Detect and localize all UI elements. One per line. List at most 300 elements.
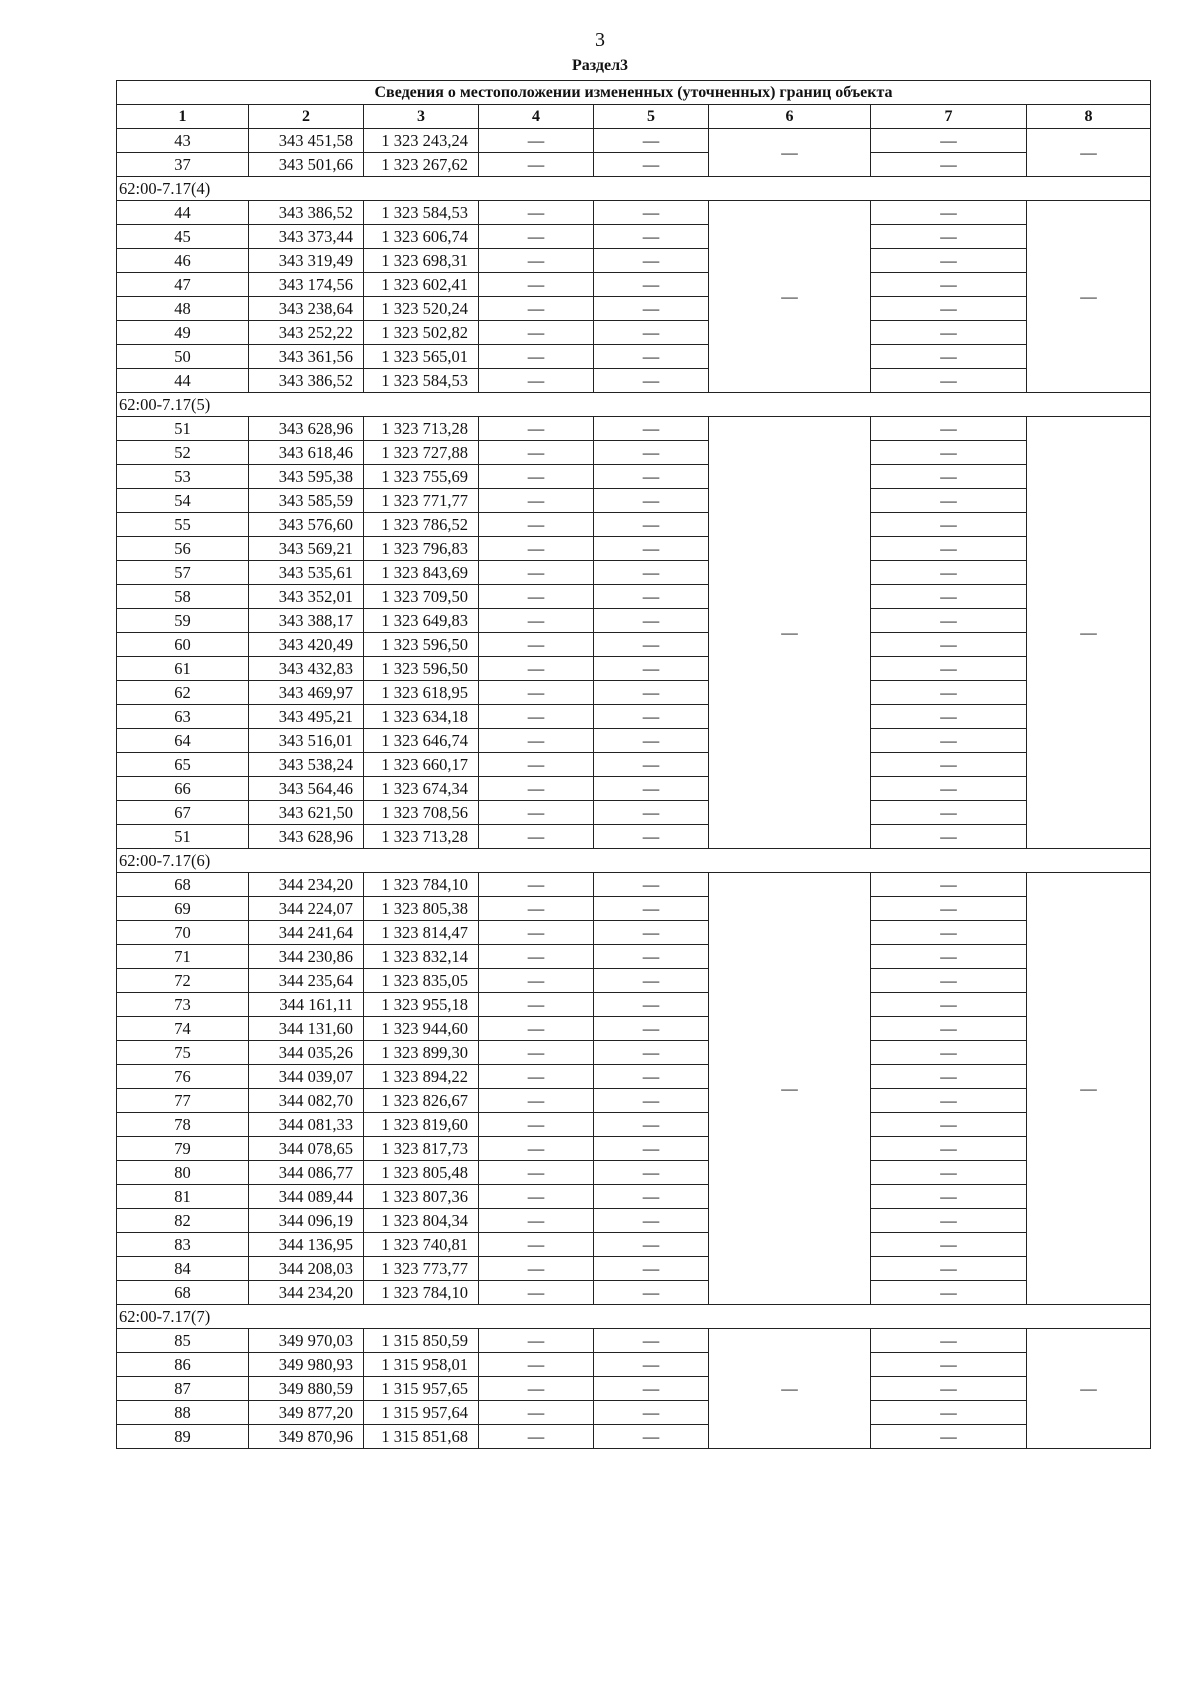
point-number: 65: [117, 753, 249, 777]
table-row: [117, 777, 1151, 801]
col7-dash: —: [871, 1281, 1027, 1305]
point-number: 50: [117, 345, 249, 369]
col7-dash: —: [871, 1209, 1027, 1233]
col4-dash: —: [479, 1161, 594, 1185]
col4-dash: —: [479, 729, 594, 753]
y-coordinate: 1 323 709,50: [364, 585, 479, 609]
point-number: 60: [117, 633, 249, 657]
col4-dash: —: [479, 1401, 594, 1425]
table-row: [117, 369, 1151, 393]
point-number: 53: [117, 465, 249, 489]
table-row: [117, 705, 1151, 729]
col5-dash: —: [594, 201, 709, 225]
col4-dash: —: [479, 1233, 594, 1257]
x-coordinate: 344 035,26: [249, 1041, 364, 1065]
y-coordinate: 1 315 851,68: [364, 1425, 479, 1449]
table-row: [117, 681, 1151, 705]
col4-dash: —: [479, 705, 594, 729]
col7-dash: —: [871, 249, 1027, 273]
point-number: 46: [117, 249, 249, 273]
column-header: 2: [249, 105, 364, 129]
x-coordinate: 343 618,46: [249, 441, 364, 465]
col4-dash: —: [479, 1185, 594, 1209]
x-coordinate: 349 870,96: [249, 1425, 364, 1449]
col7-dash: —: [871, 1137, 1027, 1161]
col7-dash: —: [871, 417, 1027, 441]
x-coordinate: 344 230,86: [249, 945, 364, 969]
table-row: [117, 825, 1151, 849]
x-coordinate: 343 432,83: [249, 657, 364, 681]
point-number: 79: [117, 1137, 249, 1161]
col7-dash: —: [871, 681, 1027, 705]
col7-dash: —: [871, 1089, 1027, 1113]
point-number: 57: [117, 561, 249, 585]
column-header: 6: [709, 105, 871, 129]
x-coordinate: 343 576,60: [249, 513, 364, 537]
table-row: [117, 753, 1151, 777]
x-coordinate: 349 970,03: [249, 1329, 364, 1353]
group-header-row: [117, 849, 1151, 873]
col4-dash: —: [479, 441, 594, 465]
table-row: [117, 897, 1151, 921]
col5-dash: —: [594, 1185, 709, 1209]
col6-dash: —: [709, 1329, 871, 1449]
y-coordinate: 1 323 944,60: [364, 1017, 479, 1041]
col5-dash: —: [594, 1377, 709, 1401]
y-coordinate: 1 323 602,41: [364, 273, 479, 297]
table-row: [117, 345, 1151, 369]
x-coordinate: 344 234,20: [249, 1281, 364, 1305]
col4-dash: —: [479, 921, 594, 945]
col5-dash: —: [594, 273, 709, 297]
table-row: [117, 1137, 1151, 1161]
col5-dash: —: [594, 657, 709, 681]
col7-dash: —: [871, 1233, 1027, 1257]
col4-dash: —: [479, 249, 594, 273]
col5-dash: —: [594, 489, 709, 513]
col7-dash: —: [871, 129, 1027, 153]
group-header-row: [117, 393, 1151, 417]
table-row: [117, 129, 1151, 153]
table-row: [117, 201, 1151, 225]
col7-dash: —: [871, 225, 1027, 249]
col7-dash: —: [871, 801, 1027, 825]
col5-dash: —: [594, 921, 709, 945]
y-coordinate: 1 323 674,34: [364, 777, 479, 801]
x-coordinate: 343 495,21: [249, 705, 364, 729]
point-number: 85: [117, 1329, 249, 1353]
col5-dash: —: [594, 705, 709, 729]
col5-dash: —: [594, 369, 709, 393]
col4-dash: —: [479, 369, 594, 393]
col4-dash: —: [479, 273, 594, 297]
col4-dash: —: [479, 561, 594, 585]
y-coordinate: 1 315 957,65: [364, 1377, 479, 1401]
col5-dash: —: [594, 297, 709, 321]
table-row: [117, 321, 1151, 345]
col4-dash: —: [479, 609, 594, 633]
col4-dash: —: [479, 753, 594, 777]
col5-dash: —: [594, 345, 709, 369]
col4-dash: —: [479, 1065, 594, 1089]
col7-dash: —: [871, 705, 1027, 729]
y-coordinate: 1 323 520,24: [364, 297, 479, 321]
col4-dash: —: [479, 1257, 594, 1281]
col5-dash: —: [594, 1401, 709, 1425]
col5-dash: —: [594, 417, 709, 441]
point-number: 58: [117, 585, 249, 609]
point-number: 55: [117, 513, 249, 537]
col5-dash: —: [594, 1113, 709, 1137]
table-row: [117, 297, 1151, 321]
x-coordinate: 344 136,95: [249, 1233, 364, 1257]
y-coordinate: 1 323 740,81: [364, 1233, 479, 1257]
x-coordinate: 343 420,49: [249, 633, 364, 657]
point-number: 71: [117, 945, 249, 969]
point-number: 64: [117, 729, 249, 753]
col4-dash: —: [479, 1137, 594, 1161]
point-number: 82: [117, 1209, 249, 1233]
point-number: 54: [117, 489, 249, 513]
x-coordinate: 343 628,96: [249, 417, 364, 441]
table-row: [117, 945, 1151, 969]
col7-dash: —: [871, 321, 1027, 345]
col5-dash: —: [594, 1281, 709, 1305]
table-row: [117, 657, 1151, 681]
col4-dash: —: [479, 969, 594, 993]
point-number: 89: [117, 1425, 249, 1449]
col4-dash: —: [479, 801, 594, 825]
col6-dash: —: [709, 129, 871, 177]
col7-dash: —: [871, 873, 1027, 897]
y-coordinate: 1 323 826,67: [364, 1089, 479, 1113]
col8-dash: —: [1027, 129, 1151, 177]
x-coordinate: 344 086,77: [249, 1161, 364, 1185]
column-header: 7: [871, 105, 1027, 129]
y-coordinate: 1 323 606,74: [364, 225, 479, 249]
col5-dash: —: [594, 1233, 709, 1257]
point-number: 61: [117, 657, 249, 681]
col4-dash: —: [479, 153, 594, 177]
col7-dash: —: [871, 1113, 1027, 1137]
y-coordinate: 1 323 899,30: [364, 1041, 479, 1065]
col5-dash: —: [594, 969, 709, 993]
col4-dash: —: [479, 417, 594, 441]
point-number: 43: [117, 129, 249, 153]
point-number: 78: [117, 1113, 249, 1137]
y-coordinate: 1 315 958,01: [364, 1353, 479, 1377]
col5-dash: —: [594, 993, 709, 1017]
y-coordinate: 1 323 243,24: [364, 129, 479, 153]
y-coordinate: 1 323 727,88: [364, 441, 479, 465]
col4-dash: —: [479, 873, 594, 897]
table-row: [117, 225, 1151, 249]
col5-dash: —: [594, 465, 709, 489]
group-header-row: [117, 177, 1151, 201]
y-coordinate: 1 323 708,56: [364, 801, 479, 825]
x-coordinate: 344 082,70: [249, 1089, 364, 1113]
col4-dash: —: [479, 1377, 594, 1401]
table-row: [117, 633, 1151, 657]
y-coordinate: 1 323 796,83: [364, 537, 479, 561]
col5-dash: —: [594, 1209, 709, 1233]
col4-dash: —: [479, 681, 594, 705]
table-row: [117, 969, 1151, 993]
col7-dash: —: [871, 921, 1027, 945]
col5-dash: —: [594, 561, 709, 585]
point-number: 56: [117, 537, 249, 561]
table-row: [117, 561, 1151, 585]
col5-dash: —: [594, 1329, 709, 1353]
col7-dash: —: [871, 1425, 1027, 1449]
point-number: 74: [117, 1017, 249, 1041]
table-row: [117, 1185, 1151, 1209]
col5-dash: —: [594, 729, 709, 753]
col7-dash: —: [871, 609, 1027, 633]
y-coordinate: 1 323 755,69: [364, 465, 479, 489]
x-coordinate: 343 252,22: [249, 321, 364, 345]
col7-dash: —: [871, 1185, 1027, 1209]
col7-dash: —: [871, 777, 1027, 801]
group-label: 62:00-7.17(7): [117, 1305, 1151, 1329]
x-coordinate: 344 234,20: [249, 873, 364, 897]
col5-dash: —: [594, 249, 709, 273]
column-number-row: [117, 105, 1151, 129]
point-number: 67: [117, 801, 249, 825]
x-coordinate: 343 174,56: [249, 273, 364, 297]
col7-dash: —: [871, 729, 1027, 753]
column-header: 3: [364, 105, 479, 129]
y-coordinate: 1 323 784,10: [364, 873, 479, 897]
y-coordinate: 1 323 502,82: [364, 321, 479, 345]
table-row: [117, 1401, 1151, 1425]
column-header: 1: [117, 105, 249, 129]
y-coordinate: 1 323 584,53: [364, 201, 479, 225]
col7-dash: —: [871, 1017, 1027, 1041]
x-coordinate: 349 880,59: [249, 1377, 364, 1401]
table-row: [117, 1377, 1151, 1401]
col5-dash: —: [594, 321, 709, 345]
boundary-coordinates-table: [116, 80, 1151, 1449]
col5-dash: —: [594, 1137, 709, 1161]
x-coordinate: 343 386,52: [249, 201, 364, 225]
y-coordinate: 1 315 850,59: [364, 1329, 479, 1353]
point-number: 66: [117, 777, 249, 801]
col5-dash: —: [594, 1041, 709, 1065]
x-coordinate: 343 585,59: [249, 489, 364, 513]
col7-dash: —: [871, 945, 1027, 969]
col4-dash: —: [479, 537, 594, 561]
col5-dash: —: [594, 129, 709, 153]
x-coordinate: 344 081,33: [249, 1113, 364, 1137]
point-number: 48: [117, 297, 249, 321]
y-coordinate: 1 323 267,62: [364, 153, 479, 177]
table-row: [117, 873, 1151, 897]
col5-dash: —: [594, 777, 709, 801]
table-row: [117, 513, 1151, 537]
col7-dash: —: [871, 513, 1027, 537]
col5-dash: —: [594, 633, 709, 657]
col4-dash: —: [479, 777, 594, 801]
column-header: 5: [594, 105, 709, 129]
col7-dash: —: [871, 561, 1027, 585]
x-coordinate: 344 131,60: [249, 1017, 364, 1041]
col4-dash: —: [479, 1425, 594, 1449]
col5-dash: —: [594, 945, 709, 969]
table-row: [117, 1065, 1151, 1089]
x-coordinate: 344 161,11: [249, 993, 364, 1017]
point-number: 62: [117, 681, 249, 705]
col5-dash: —: [594, 1425, 709, 1449]
col7-dash: —: [871, 1257, 1027, 1281]
col4-dash: —: [479, 489, 594, 513]
x-coordinate: 349 877,20: [249, 1401, 364, 1425]
point-number: 47: [117, 273, 249, 297]
table-row: [117, 1161, 1151, 1185]
col5-dash: —: [594, 801, 709, 825]
col7-dash: —: [871, 993, 1027, 1017]
point-number: 63: [117, 705, 249, 729]
col4-dash: —: [479, 945, 594, 969]
col5-dash: —: [594, 153, 709, 177]
point-number: 73: [117, 993, 249, 1017]
table-row: [117, 441, 1151, 465]
y-coordinate: 1 323 660,17: [364, 753, 479, 777]
col4-dash: —: [479, 1089, 594, 1113]
col5-dash: —: [594, 441, 709, 465]
y-coordinate: 1 323 805,48: [364, 1161, 479, 1185]
table-row: [117, 801, 1151, 825]
col7-dash: —: [871, 465, 1027, 489]
point-number: 70: [117, 921, 249, 945]
point-number: 44: [117, 201, 249, 225]
x-coordinate: 343 373,44: [249, 225, 364, 249]
x-coordinate: 343 361,56: [249, 345, 364, 369]
point-number: 77: [117, 1089, 249, 1113]
x-coordinate: 343 628,96: [249, 825, 364, 849]
col4-dash: —: [479, 897, 594, 921]
table-row: [117, 1209, 1151, 1233]
col4-dash: —: [479, 225, 594, 249]
y-coordinate: 1 323 596,50: [364, 657, 479, 681]
group-header-row: [117, 1305, 1151, 1329]
point-number: 83: [117, 1233, 249, 1257]
col7-dash: —: [871, 897, 1027, 921]
column-header: 8: [1027, 105, 1151, 129]
col7-dash: —: [871, 369, 1027, 393]
col7-dash: —: [871, 1065, 1027, 1089]
column-header: 4: [479, 105, 594, 129]
table-title-row: [117, 81, 1151, 105]
col4-dash: —: [479, 1353, 594, 1377]
col7-dash: —: [871, 345, 1027, 369]
point-number: 51: [117, 417, 249, 441]
x-coordinate: 343 564,46: [249, 777, 364, 801]
point-number: 75: [117, 1041, 249, 1065]
table-row: [117, 1425, 1151, 1449]
table-row: [117, 1233, 1151, 1257]
col5-dash: —: [594, 585, 709, 609]
group-label: 62:00-7.17(5): [117, 393, 1151, 417]
x-coordinate: 344 241,64: [249, 921, 364, 945]
x-coordinate: 343 352,01: [249, 585, 364, 609]
y-coordinate: 1 323 955,18: [364, 993, 479, 1017]
col5-dash: —: [594, 609, 709, 633]
x-coordinate: 344 208,03: [249, 1257, 364, 1281]
x-coordinate: 349 980,93: [249, 1353, 364, 1377]
group-label: 62:00-7.17(6): [117, 849, 1151, 873]
col5-dash: —: [594, 825, 709, 849]
table-row: [117, 249, 1151, 273]
y-coordinate: 1 323 634,18: [364, 705, 479, 729]
y-coordinate: 1 323 843,69: [364, 561, 479, 585]
x-coordinate: 343 451,58: [249, 129, 364, 153]
point-number: 76: [117, 1065, 249, 1089]
col4-dash: —: [479, 1329, 594, 1353]
x-coordinate: 343 535,61: [249, 561, 364, 585]
point-number: 88: [117, 1401, 249, 1425]
x-coordinate: 343 501,66: [249, 153, 364, 177]
x-coordinate: 343 595,38: [249, 465, 364, 489]
x-coordinate: 343 319,49: [249, 249, 364, 273]
col6-dash: —: [709, 417, 871, 849]
col7-dash: —: [871, 633, 1027, 657]
col7-dash: —: [871, 201, 1027, 225]
y-coordinate: 1 323 713,28: [364, 417, 479, 441]
col7-dash: —: [871, 1353, 1027, 1377]
y-coordinate: 1 323 646,74: [364, 729, 479, 753]
y-coordinate: 1 323 773,77: [364, 1257, 479, 1281]
y-coordinate: 1 323 784,10: [364, 1281, 479, 1305]
point-number: 81: [117, 1185, 249, 1209]
group-label: 62:00-7.17(4): [117, 177, 1151, 201]
point-number: 69: [117, 897, 249, 921]
col4-dash: —: [479, 345, 594, 369]
col8-dash: —: [1027, 1329, 1151, 1449]
col8-dash: —: [1027, 873, 1151, 1305]
point-number: 45: [117, 225, 249, 249]
col4-dash: —: [479, 201, 594, 225]
col4-dash: —: [479, 825, 594, 849]
col5-dash: —: [594, 681, 709, 705]
col4-dash: —: [479, 297, 594, 321]
col4-dash: —: [479, 1209, 594, 1233]
point-number: 37: [117, 153, 249, 177]
point-number: 59: [117, 609, 249, 633]
col5-dash: —: [594, 225, 709, 249]
col6-dash: —: [709, 201, 871, 393]
y-coordinate: 1 323 698,31: [364, 249, 479, 273]
col8-dash: —: [1027, 417, 1151, 849]
col7-dash: —: [871, 753, 1027, 777]
table-row: [117, 1113, 1151, 1137]
x-coordinate: 344 096,19: [249, 1209, 364, 1233]
col5-dash: —: [594, 1089, 709, 1113]
y-coordinate: 1 323 894,22: [364, 1065, 479, 1089]
y-coordinate: 1 323 814,47: [364, 921, 479, 945]
point-number: 72: [117, 969, 249, 993]
col5-dash: —: [594, 873, 709, 897]
point-number: 86: [117, 1353, 249, 1377]
x-coordinate: 343 238,64: [249, 297, 364, 321]
col7-dash: —: [871, 825, 1027, 849]
col4-dash: —: [479, 993, 594, 1017]
x-coordinate: 343 516,01: [249, 729, 364, 753]
x-coordinate: 343 569,21: [249, 537, 364, 561]
y-coordinate: 1 323 649,83: [364, 609, 479, 633]
table-row: [117, 609, 1151, 633]
x-coordinate: 343 621,50: [249, 801, 364, 825]
